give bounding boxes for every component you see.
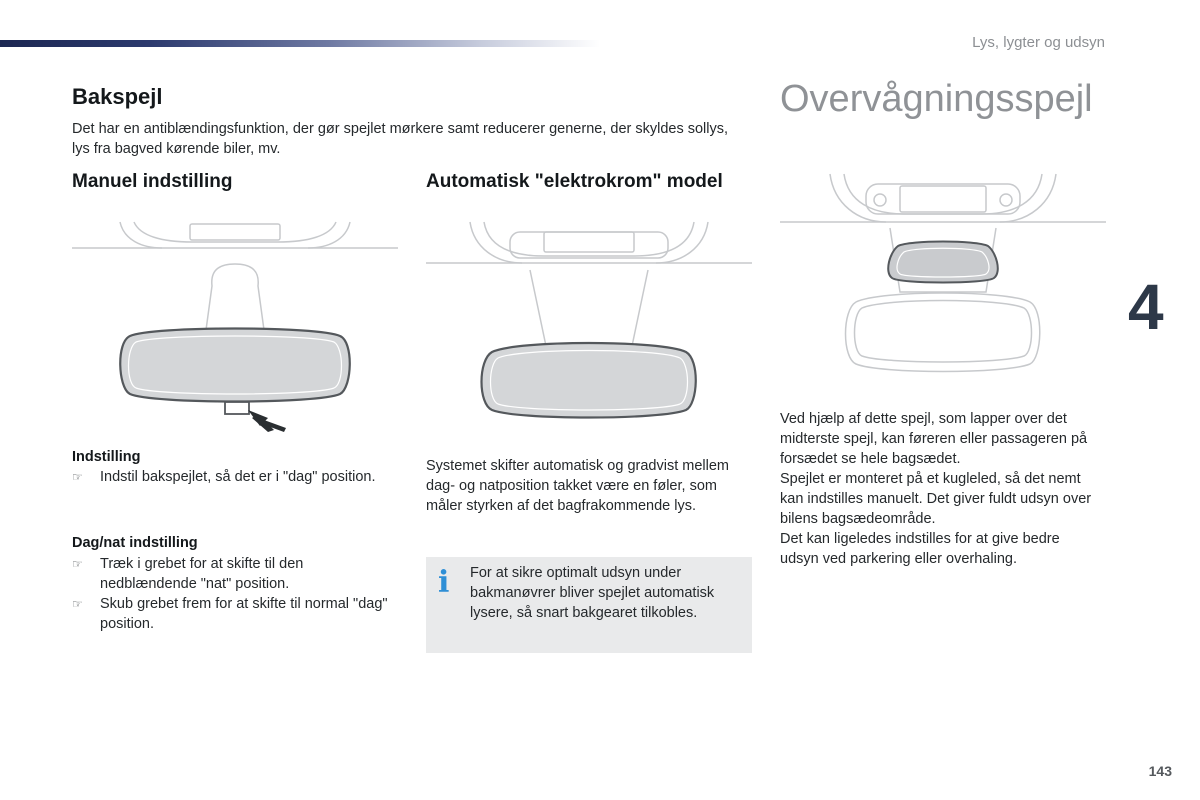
manual-mirror-illustration bbox=[72, 218, 398, 433]
arrow-icon bbox=[248, 410, 286, 432]
pointing-hand-icon: ☞ bbox=[72, 557, 83, 571]
monitoring-mirror-illustration bbox=[780, 172, 1106, 382]
section-header: Lys, lygter og udsyn bbox=[972, 34, 1105, 51]
manual-adjust-title: Manuel indstilling bbox=[72, 171, 233, 192]
daynight-label: Dag/nat indstilling bbox=[72, 535, 198, 551]
automatic-description: Systemet skifter automatisk og gradvist mellem dag- og natposition takket være en føler, som måler styrken af det bagfrakommende lys. bbox=[426, 458, 729, 514]
monitoring-description: Ved hjælp af dette spejl, som lapper over det midterste spejl, kan føreren eller passageren på forsædet se hele bagsædet. Spejlet er monteret på et kugleled, så det nemt kan indstilles manuelt. Det giver fuldt udsyn over bilens bagsædeområde. Det kan ligeledes indstilles for at give bedre udsyn ved parkering eller overhaling. bbox=[780, 411, 1092, 567]
page-number: 143 bbox=[1148, 763, 1172, 779]
monitoring-mirror-title: Overvågningsspejl bbox=[780, 78, 1093, 120]
list-item: ☞ Indstil bakspejlet, så det er i "dag" position. bbox=[72, 469, 376, 485]
header-accent-bar bbox=[0, 40, 600, 47]
adjust-list bbox=[72, 467, 402, 487]
pointing-hand-icon: ☞ bbox=[72, 597, 83, 611]
list-item: ☞ Træk i grebet for at skifte til den nedblændende "nat" position. bbox=[72, 556, 304, 592]
pointing-hand-icon: ☞ bbox=[72, 470, 83, 484]
info-box bbox=[426, 557, 752, 653]
daynight-list bbox=[72, 554, 402, 634]
bakspejl-intro: Det har en antiblændingsfunktion, der gør spejlet mørkere samt reducerer generne, der skyldes sollys, lys fra bagved kørende biler, mv. bbox=[72, 121, 729, 157]
chapter-number: 4 bbox=[1128, 271, 1164, 343]
adjust-label: Indstilling bbox=[72, 449, 141, 465]
info-icon: i bbox=[438, 565, 450, 600]
bakspejl-title: Bakspejl bbox=[72, 84, 163, 109]
list-item: ☞ Skub grebet frem for at skifte til normal "dag" position. bbox=[72, 596, 388, 632]
info-text: For at sikre optimalt udsyn under bakmanøvrer bliver spejlet automatisk lysere, så snart bakgearet tilkobles. bbox=[470, 565, 715, 621]
automatic-mirror-illustration bbox=[426, 218, 752, 428]
automatic-model-title: Automatisk "elektrokrom" model bbox=[426, 171, 723, 192]
